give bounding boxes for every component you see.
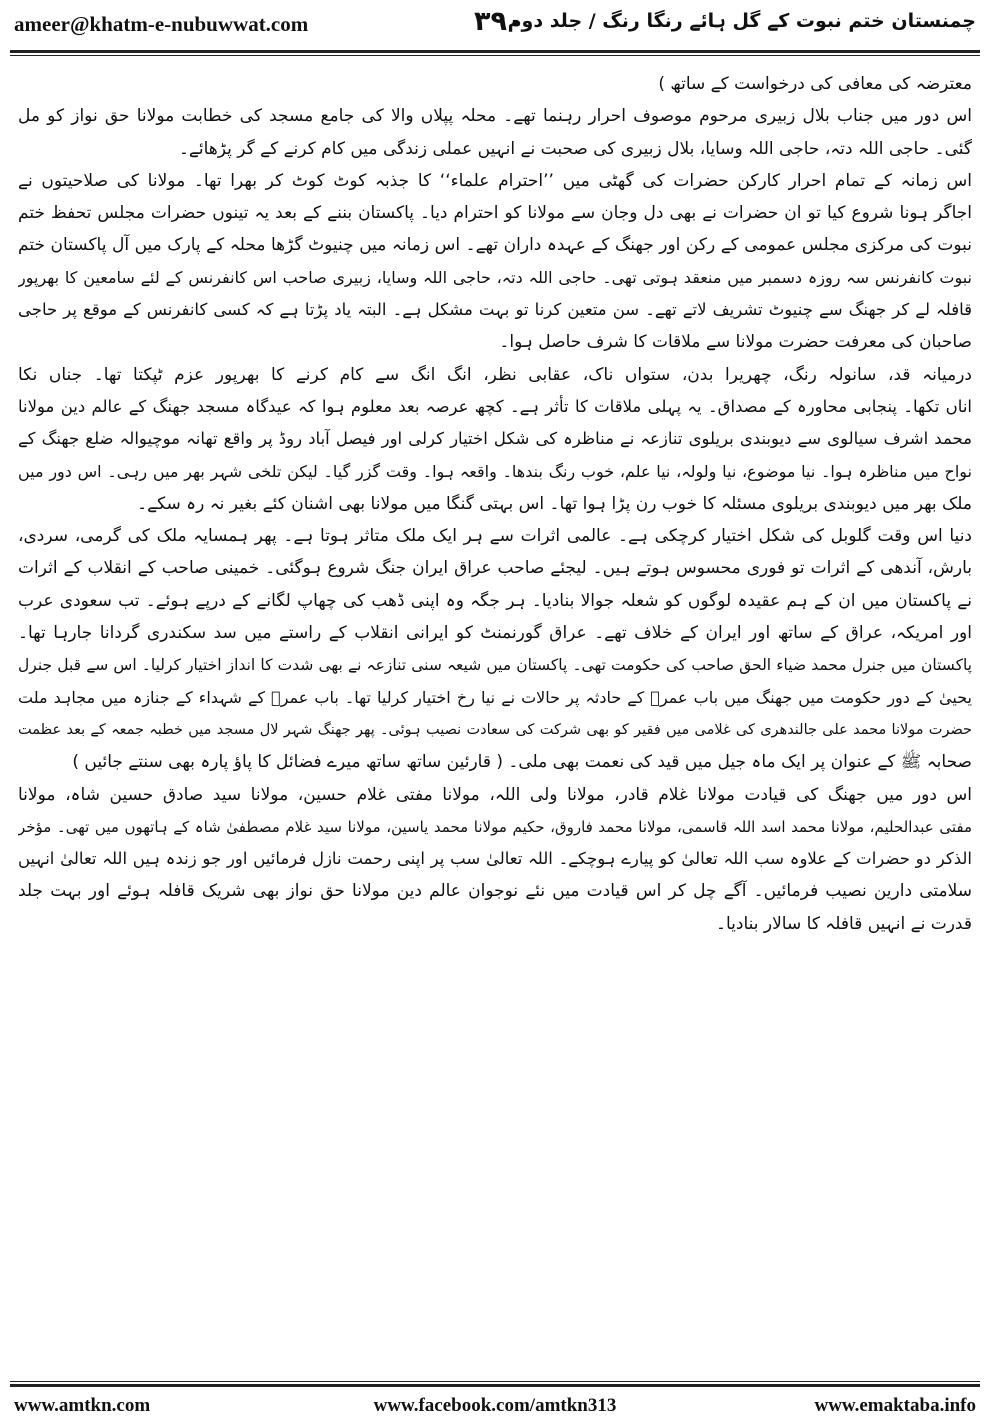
paragraph [18, 165, 972, 359]
text-line: محمد اشرف سیالوی سے دیوبندی بریلوی تنازعہ نے مناظرہ کی شکل اختیار کرلی اور فیصل آباد روڈ پر واقع تھانہ موچیوالہ ضلع جھنگ کے [18, 429, 972, 449]
text-line: سلامتی دارین نصیب فرمائیں۔ آگے چل کر اس قیادت میں نئے نوجوان عالم دین مولانا حق نواز بھی شریک قافلہ ہوئے اور بہت جلد [18, 881, 972, 902]
footer-link-amtkn[interactable]: www.amtkn.com [14, 1395, 151, 1416]
text-line: اناں تکھا۔ پنجابی محاورہ کے مصداق۔ یہ پہلی ملاقات کا تأثر ہے۔ کچھ عرصہ بعد معلوم ہوا کہ عیدگاہ مسجد جھنگ کے عالم دین مولانا [18, 396, 972, 416]
footer-link-emaktaba[interactable]: www.emaktaba.info [814, 1395, 976, 1416]
header-rule-thick [10, 50, 980, 53]
text-line: درمیانہ قد، سانولہ رنگ، چھریرا بدن، ستواں ناک، عقابی نظر، انگ انگ سے کام کرنے کا بھرپور عزم ٹپکتا تھا۔ جناں نکا [18, 364, 972, 385]
text-line: دنیا اس وقت گلوبل کی شکل اختیار کرچکی ہے۔ عالمی اثرات سے ہر ایک ملک متاثر ہوتا ہے۔ پھر ہمسایہ ملک کی گرمی، سردی، [18, 526, 972, 547]
page-footer [0, 1388, 990, 1420]
text-line: اس دور میں جناب بلال زبیری مرحوم موصوف احرار رہنما تھے۔ محلہ پپلاں والا کی جامع مسجد کی خطابت مولانا حق نواز کو مل [18, 106, 972, 127]
header-rule-thin [10, 55, 980, 56]
page-body-text [18, 68, 972, 1374]
paragraph [18, 68, 972, 100]
paragraph [18, 520, 972, 778]
text-line: نواح میں مناظرہ ہوا۔ نیا موضوع، نیا ولولہ، نیا علم، خوب رنگ بندھا۔ واقعہ ہوا۔ وقت گزر گیا۔ لیکن تلخی شہر بھر میں رہی۔ اس دور میں [18, 461, 972, 481]
text-line: نبوت کی مرکزی مجلس عمومی کے رکن اور جھنگ کے عہدہ داران تھے۔ اس زمانہ میں چنیوٹ گڑھا محلہ کے پارک میں آل پاکستان ختم [18, 235, 972, 256]
footer-rule-thick [10, 1384, 980, 1387]
text-line: پاکستان میں جنرل محمد ضیاء الحق صاحب کی حکومت تھی۔ پاکستان میں شیعہ سنی تنازعہ نے بھی شدت کا انداز اختیار کرلیا۔ اس سے قبل جنرل [18, 656, 972, 675]
text-line: صحابہ ﷺ کے عنوان پر ایک ماہ جیل میں قید کی نعمت بھی ملی۔ ( قارئین ساتھ ساتھ میرے فضائل کا پاؤ پارہ بھی سنتے جائیں ) [72, 752, 972, 773]
text-line: ملک بھر میں دیوبندی بریلوی مسئلہ کا خوب رن پڑا ہوا تھا۔ اس بہتی گنگا میں مولانا بھی اشنان کئے بغیر نہ رہ سکے۔ [137, 493, 972, 514]
text-line: قافلہ لے کر جھنگ سے چنیوٹ تشریف لاتے تھے۔ سن متعین کرنا تو بہت مشکل ہے۔ البتہ یاد پڑتا ہے کہ کسی کانفرنس کے موقع پر حاجی [18, 300, 972, 320]
text-line: اجاگر ہونا شروع کیا تو ان حضرات نے بھی دل وجان سے مولانا کو احترام دیا۔ پاکستان بننے کے بعد یہ تینوں حضرات مجلس تحفظ ختم [18, 203, 972, 224]
page-number: ۳۹۰ [474, 6, 524, 37]
header-email[interactable]: ameer@khatm-e-nubuwwat.com [14, 12, 309, 36]
text-line: نے پاکستان میں ان کے ہم عقیدہ لوگوں کو شعلہ جوالا بنادیا۔ ہر جگہ وہ اپنی ڈھب کی چھاپ لگانے کے درپے ہوئے۔ تب سعودی عرب [18, 590, 972, 611]
book-title: چمنستان ختم نبوت کے گل ہائے رنگا رنگ / جلد دوم [507, 10, 976, 32]
footer-rule-thin [10, 1381, 980, 1382]
text-line: نبوت کانفرنس سہ روزہ دسمبر میں منعقد ہوتی تھی۔ حاجی اللہ دتہ، حاجی اللہ وسایا، زبیری صاحب اس کانفرنس کے لئے سامعین کا بھرپور [18, 267, 972, 287]
text-line: قدرت نے انہیں قافلہ کا سالار بنادیا۔ [716, 913, 972, 934]
text-line: معترضہ کی معافی کی درخواست کے ساتھ ) [658, 74, 972, 94]
text-line: بارش، آندھی کے اثرات تو فوری محسوس ہوتے ہیں۔ لیجئے صاحب عراق ایران جنگ شروع ہوگئی۔ خمینی صاحب کے انقلاب کے اثرات [18, 558, 972, 579]
paragraph [18, 100, 972, 165]
text-line: الذکر دو حضرات کے علاوہ سب اللہ تعالیٰ کو پیارے ہوچکے۔ اللہ تعالیٰ سب پر اپنی رحمت نازل فرمائیں اور جو زندہ ہیں اللہ تعالیٰ انہیں [18, 849, 972, 869]
paragraph [18, 779, 972, 940]
text-line: صاحبان کی معرفت حضرت مولانا سے ملاقات کا شرف حاصل ہوا۔ [499, 332, 972, 353]
text-line: اور امریکہ، عراق کے ساتھ اور ایران کے خلاف تھے۔ عراق گورنمنٹ کو ایرانی انقلاب کے راستے میں سد سکندری گردانا جارہا تھا۔ [18, 623, 972, 644]
text-line: اس دور میں جھنگ کی قیادت مولانا غلام قادر، مولانا ولی اللہ، مولانا مفتی غلام حسین، مولانا سید صادق حسین شاہ، مولانا [18, 784, 972, 805]
paragraph [18, 359, 972, 520]
text-line: گئی۔ حاجی اللہ دتہ، حاجی اللہ وسایا، بلال زبیری کی صحبت نے انہیں عملی زندگی میں کام کرنے کے گر پڑھائے۔ [178, 138, 972, 159]
text-line: مفتی عبدالحلیم، مولانا محمد اسد اللہ قاسمی، مولانا محمد فاروق، حکیم مولانا محمد یاسین، مولانا سید غلام مصطفیٰ شاہ کے ہاتھوں میں تھی۔ مؤخر [18, 817, 972, 836]
text-line: حضرت مولانا محمد علی جالندھری کی غلامی میں فقیر کو بھی شرکت کی سعادت نصیب ہوئی۔ پھر جھنگ شہر لال مسجد میں خطبہ جمعہ کے بعد عظمت [18, 721, 972, 738]
text-line: یحییٰ کے دور حکومت میں جھنگ میں باب عمرؓ کے حادثہ پر حالات نے نیا رخ اختیار کرلیا تھا۔ باب عمرؓ کے شہداء کے جنازہ میں مجاہد ملت [18, 687, 972, 707]
text-line: اس زمانہ کے تمام احرار کارکن حضرات کی گھٹی میں ’’احترام علماء‘‘ کا جذبہ کوٹ کوٹ کر بھرا تھا۔ مولانا کی صلاحیتوں نے [18, 170, 972, 191]
footer-link-facebook[interactable]: www.facebook.com/amtkn313 [373, 1395, 617, 1416]
